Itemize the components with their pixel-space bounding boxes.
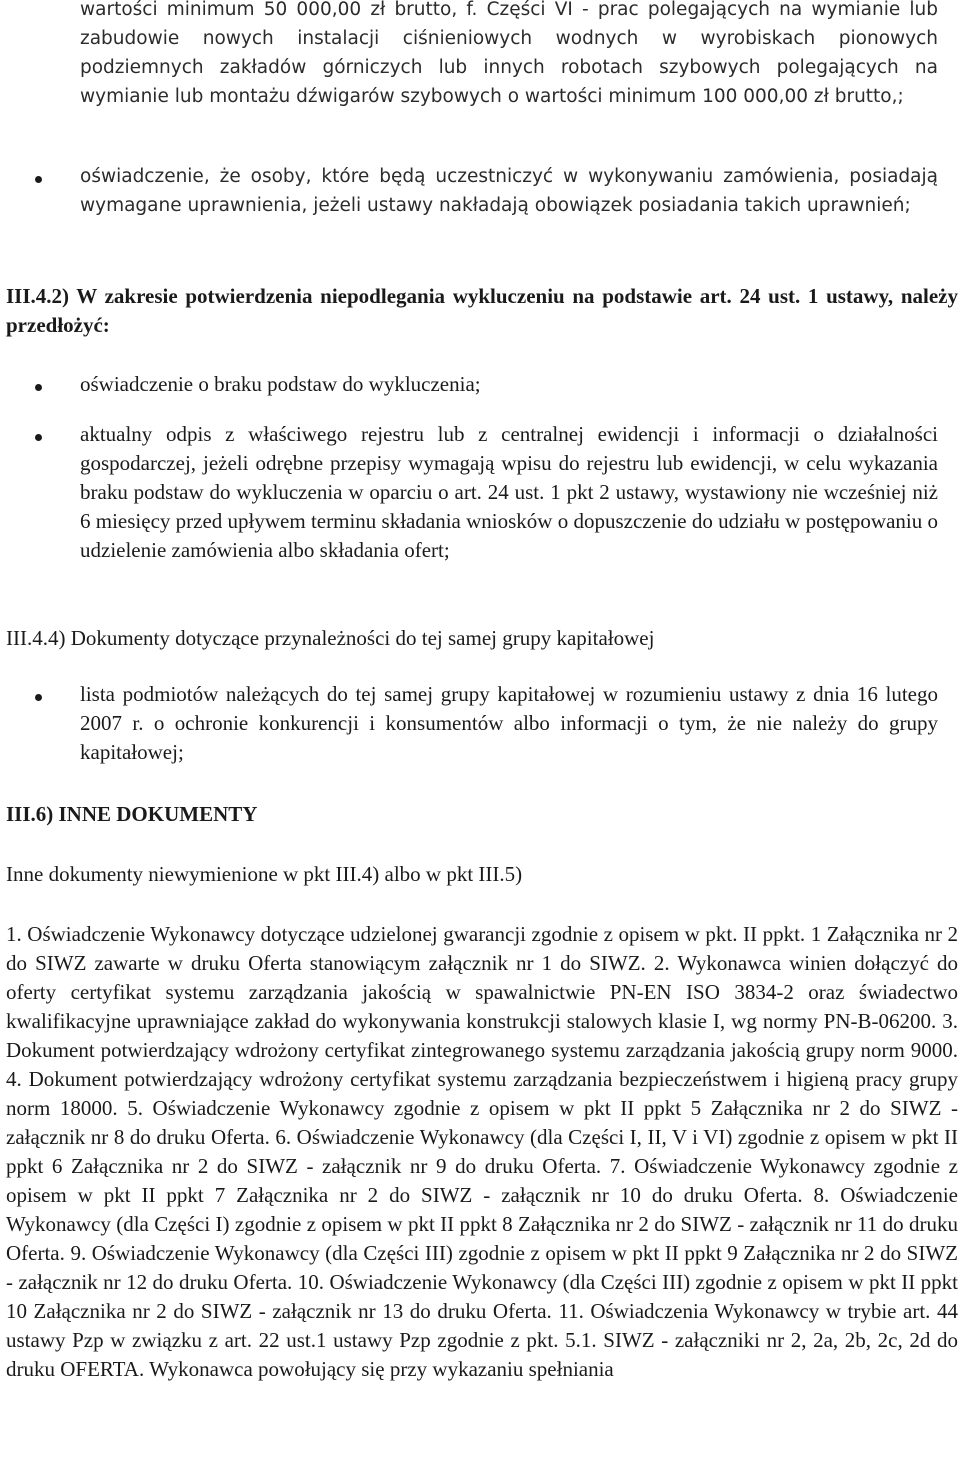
bullet-marker xyxy=(35,694,42,701)
other-documents-paragraph: 1. Oświadczenie Wykonawcy dotyczące udzielonej gwarancji zgodnie z opisem w pkt. II ppkt. 1 Załącznika nr 2 do SIWZ zawarte w druku Oferta stanowiącym załącznik nr 1 do SIWZ. 2. Wykonawca winien dołączyć do oferty certyfikat systemu zarządzania jakością w spawalnictwie PN-EN ISO 3834-2 oraz świadectwo kwalifikacyjne uprawniające zakład do wykonywania konstrukcji stalowych klasie I, wg normy PN-B-06200. 3. Dokument potwierdzający wdrożony certyfikat zintegrowanego systemu zarządzania jakością grupy norm 9000. 4. Dokument potwierdzający wdrożony certyfikat systemu zarządzania bezpieczeństwem i higieną pracy grupy norm 18000. 5. Oświadczenie Wykonawcy zgodnie z opisem w pkt II ppkt 5 Załącznika nr 2 do SIWZ - załącznik nr 8 do druku Oferta. 6. Oświadczenie Wykonawcy (dla Części I, II, V i VI) zgodnie z opisem w pkt II ppkt 6 Załącznika nr 2 do SIWZ - załącznik nr 9 do druku Oferta. 7. Oświadczenie Wykonawcy zgodnie z opisem w pkt II ppkt 7 Załącznika nr 2 do SIWZ - załącznik nr 10 do druku Oferta. 8. Oświadczenie Wykonawcy (dla Części I) zgodnie z opisem w pkt II ppkt 8 Załącznika nr 2 do SIWZ - załącznik nr 11 do druku Oferta. 9. Oświadczenie Wykonawcy (dla Części III) zgodnie z opisem w pkt II ppkt 9 Załącznika nr 2 do SIWZ - załącznik nr 12 do druku Oferta. 10. Oświadczenie Wykonawcy (dla Części III) zgodnie z opisem w pkt II ppkt 10 Załącznika nr 2 do SIWZ - załącznik nr 13 do druku Oferta. 11. Oświadczenia Wykonawcy w trybie art. 44 ustawy Pzp w związku z art. 22 ust.1 ustawy Pzp zgodnie z pkt. 5.1. SIWZ - załączniki nr 2, 2a, 2b, 2c, 2d do druku OFERTA. Wykonawca powołujący się przy wykazaniu spełniania xyxy=(6,922,958,1381)
section-heading-iii-6: III.6) INNE DOKUMENTY xyxy=(6,802,258,826)
bullet-marker xyxy=(35,434,42,441)
list-item-no-exclusion-statement: oświadczenie o braku podstaw do wykluczenia; xyxy=(80,372,481,396)
continuation-paragraph xyxy=(80,0,938,111)
list-item-qualifications: oświadczenie, że osoby, które będą uczestniczyć w wykonywaniu zamówienia, posiadają wymagane uprawnienia, jeżeli ustawy nakładają obowiązek posiadania takich uprawnień; xyxy=(80,166,938,216)
continuation-text-end: wartości minimum 100 000,00 zł brutto,; xyxy=(524,86,904,107)
list-item-capital-group: lista podmiotów należących do tej samej grupy kapitałowej w rozumieniu ustawy z dnia 16 lutego 2007 r. o ochronie konkurencji i konsumentów albo informacji o tym, że nie należy do grupy kapitałowej; xyxy=(80,682,938,764)
bullet-marker xyxy=(35,384,42,391)
list-item-registry-extract: aktualny odpis z właściwego rejestru lub z centralnej ewidencji i informacji o działalności gospodarczej, jeżeli odrębne przepisy wymagają wpisu do rejestru lub ewidencji, w celu wykazania braku podstaw do wykluczenia w oparciu o art. 24 ust. 1 pkt 2 ustawy, wystawiony nie wcześniej niż 6 miesięcy przed upływem terminu składania wniosków o dopuszczenie do udziału w postępowaniu o udzielenie zamówienia albo składania ofert; xyxy=(80,422,938,562)
section-heading-iii-4-4: III.4.4) Dokumenty dotyczące przynależności do tej samej grupy kapitałowej xyxy=(6,626,655,650)
section-heading-iii-4-2: III.4.2) W zakresie potwierdzenia niepodlegania wykluczeniu na podstawie art. 24 ust. 1 ustawy, należy przedłożyć: xyxy=(6,284,958,337)
section-subheading: Inne dokumenty niewymienione w pkt III.4) albo w pkt III.5) xyxy=(6,862,523,886)
continuation-text: wartości minimum 50 000,00 zł brutto, f. Części VI - prac polegających na wymianie lub zabudowie nowych instalacji ciśnieniowych wodnych w wyrobiskach pionowych podziemnych zakładów górniczych lub innych robotach szybowych polegających na wymianie lub montażu dźwigarów szybowych o xyxy=(80,0,938,107)
bullet-marker xyxy=(35,176,42,183)
